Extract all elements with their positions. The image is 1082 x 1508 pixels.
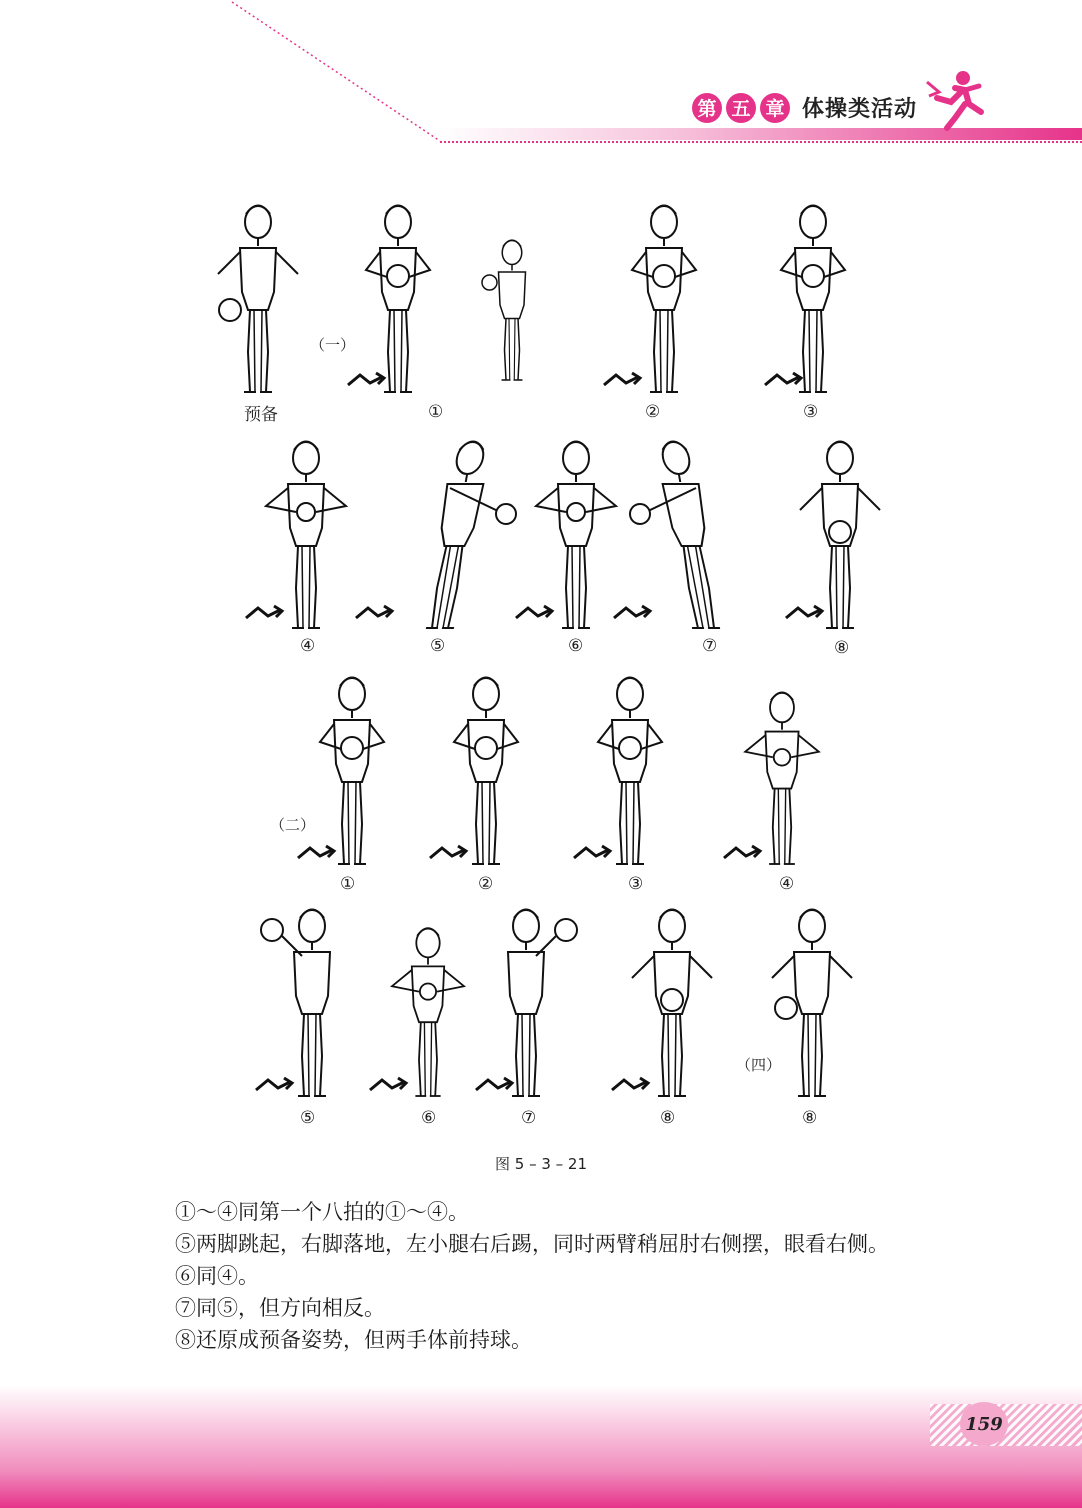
- label-r2-6: ⑥: [568, 636, 584, 656]
- chapter-char-3: 章: [760, 93, 790, 123]
- label-r3-2: ②: [478, 874, 494, 894]
- chapter-char-2: 五: [726, 93, 756, 123]
- label-r2-8: ⑧: [834, 638, 850, 658]
- group-label-2: （二）: [270, 816, 316, 834]
- footer-band: [0, 1385, 1082, 1508]
- label-r1-3: ③: [803, 402, 819, 422]
- label-r2-7: ⑦: [702, 636, 718, 656]
- figure-caption: 图 5 – 3 – 21: [494, 1155, 587, 1173]
- body-line-2: ⑤两脚跳起，右脚落地，左小腿右后踢，同时两臂稍屈肘右侧摆，眼看右侧。: [175, 1232, 889, 1256]
- body-line-1: ①～④同第一个八拍的①～④。: [175, 1200, 469, 1224]
- body-text: [175, 1196, 935, 1356]
- label-r3-3: ③: [628, 874, 644, 894]
- label-prep: 预备: [244, 405, 278, 425]
- label-r4-8b: ⑧: [802, 1108, 818, 1128]
- body-line-5: ⑧还原成预备姿势，但两手体前持球。: [175, 1328, 532, 1352]
- group-label-4: （四）: [736, 1056, 782, 1074]
- body-line-3: ⑥同④。: [175, 1264, 259, 1288]
- page-number: 159: [960, 1402, 1008, 1446]
- label-r3-1: ①: [340, 874, 356, 894]
- label-r4-8a: ⑧: [660, 1108, 676, 1128]
- label-r2-5: ⑤: [430, 636, 446, 656]
- label-r4-5: ⑤: [300, 1108, 316, 1128]
- label-r4-6: ⑥: [421, 1108, 437, 1128]
- label-r4-7: ⑦: [521, 1108, 537, 1128]
- chapter-title: 体操类活动: [802, 97, 918, 122]
- body-line-4: ⑦同⑤，但方向相反。: [175, 1296, 385, 1320]
- label-r3-4: ④: [779, 874, 795, 894]
- group-label-1: （一）: [310, 336, 356, 354]
- label-r2-4: ④: [300, 636, 316, 656]
- label-r1-1: ①: [428, 402, 444, 422]
- chapter-char-1: 第: [692, 93, 722, 123]
- label-r1-2: ②: [645, 402, 661, 422]
